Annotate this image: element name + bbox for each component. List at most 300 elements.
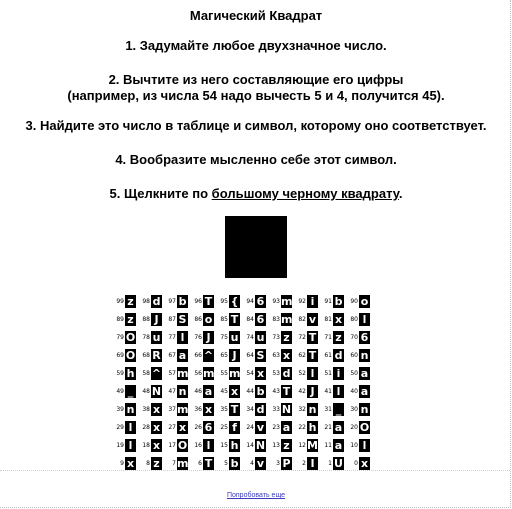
grid-symbol: O	[177, 439, 188, 452]
grid-symbol: z	[281, 439, 292, 452]
grid-symbol: z	[151, 457, 162, 470]
table-row	[111, 400, 371, 418]
grid-number: 75	[220, 333, 228, 341]
divider	[0, 470, 510, 471]
grid-number: 27	[168, 423, 176, 431]
grid-symbol: l	[359, 439, 370, 452]
table-row	[111, 364, 371, 382]
grid-symbol-cell	[176, 364, 189, 382]
grid-symbol: b	[256, 385, 265, 398]
grid-number: 59	[116, 369, 124, 377]
grid-symbol: x	[204, 403, 213, 416]
grid-symbol-cell	[332, 364, 345, 382]
grid-symbol-cell	[150, 346, 163, 364]
grid-symbol: x	[178, 421, 187, 434]
grid-symbol: J	[203, 331, 214, 344]
grid-number: 65	[220, 351, 228, 359]
grid-symbol-cell	[332, 346, 345, 364]
grid-number: 97	[168, 297, 176, 305]
grid-symbol: z	[125, 295, 136, 308]
grid-number: 63	[272, 351, 280, 359]
grid-symbol-cell	[124, 328, 137, 346]
grid-symbol: x	[360, 457, 369, 470]
grid-symbol-cell	[124, 310, 137, 328]
grid-number: 33	[272, 405, 280, 413]
grid-symbol-cell	[228, 418, 241, 436]
grid-symbol-cell	[150, 364, 163, 382]
grid-number: 55	[220, 369, 228, 377]
step-2-line-2: (например, из числа 54 надо вычесть 5 и 4, получится 45).	[67, 88, 445, 103]
grid-symbol-cell	[176, 292, 189, 310]
grid-symbol: I	[307, 457, 318, 470]
grid-symbol-cell	[332, 292, 345, 310]
grid-symbol-cell	[202, 436, 215, 454]
grid-number: 78	[142, 333, 150, 341]
table-row	[111, 310, 371, 328]
grid-number: 9	[120, 459, 124, 467]
grid-number: 41	[324, 387, 332, 395]
grid-number: 67	[168, 351, 176, 359]
grid-number: 80	[350, 315, 358, 323]
page-title: Магический Квадрат	[189, 8, 323, 23]
grid-number: 61	[324, 351, 332, 359]
grid-symbol: 6	[204, 421, 213, 434]
grid-number: 29	[116, 423, 124, 431]
grid-symbol: 6	[256, 313, 265, 326]
grid-symbol: m	[177, 457, 189, 470]
grid-number: 4	[250, 459, 254, 467]
grid-symbol-cell	[176, 346, 189, 364]
grid-symbol-cell	[124, 346, 137, 364]
grid-symbol: l	[333, 385, 344, 398]
grid-symbol: a	[360, 367, 369, 380]
step-5-prefix: 5. Щелкните по	[109, 186, 212, 201]
grid-symbol-cell	[150, 400, 163, 418]
grid-symbol: l	[307, 367, 318, 380]
grid-symbol: M	[307, 439, 318, 452]
grid-symbol-cell	[306, 346, 319, 364]
grid-number: 30	[350, 405, 358, 413]
grid-symbol: a	[334, 421, 343, 434]
grid-number: 42	[298, 387, 306, 395]
grid-symbol: x	[152, 403, 161, 416]
grid-number: 39	[116, 405, 124, 413]
grid-symbol: u	[230, 331, 239, 344]
grid-symbol-cell	[124, 292, 137, 310]
grid-symbol: T	[308, 331, 317, 344]
grid-symbol: ^	[151, 367, 162, 380]
grid-symbol: h	[126, 367, 135, 380]
grid-number: 45	[220, 387, 228, 395]
grid-number: 53	[272, 369, 280, 377]
grid-number: 50	[350, 369, 358, 377]
grid-symbol: l	[177, 331, 188, 344]
grid-symbol: d	[152, 295, 161, 308]
grid-symbol-cell	[280, 400, 293, 418]
grid-number: 24	[246, 423, 254, 431]
step-4: 4. Вообразите мысленно себе этот символ.	[115, 152, 397, 167]
grid-symbol: T	[230, 403, 239, 416]
grid-symbol: T	[308, 349, 317, 362]
grid-number: 32	[298, 405, 306, 413]
grid-number: 92	[298, 297, 306, 305]
grid-number: 94	[246, 297, 254, 305]
grid-symbol-cell	[228, 310, 241, 328]
grid-symbol: _	[125, 385, 136, 398]
try-again-link[interactable]: Попробовать еще	[226, 492, 286, 499]
grid-symbol: u	[256, 331, 265, 344]
grid-number: 17	[168, 441, 176, 449]
grid-symbol-cell	[358, 400, 371, 418]
grid-symbol: O	[125, 331, 136, 344]
grid-number: 28	[142, 423, 150, 431]
grid-symbol: i	[333, 367, 344, 380]
grid-number: 74	[246, 333, 254, 341]
grid-symbol: m	[281, 295, 293, 308]
grid-symbol: {	[230, 295, 239, 308]
main-content	[0, 8, 512, 472]
grid-number: 71	[324, 333, 332, 341]
grid-number: 25	[220, 423, 228, 431]
grid-symbol-cell	[176, 418, 189, 436]
grid-symbol: l	[203, 439, 214, 452]
grid-number: 46	[194, 387, 202, 395]
table-row	[111, 436, 371, 454]
grid-symbol: O	[359, 421, 370, 434]
grid-symbol-cell	[280, 292, 293, 310]
grid-symbol-cell	[332, 436, 345, 454]
grid-number: 76	[194, 333, 202, 341]
grid-number: 93	[272, 297, 280, 305]
footer	[0, 484, 512, 502]
grid-symbol-cell	[176, 328, 189, 346]
grid-symbol: x	[152, 439, 161, 452]
grid-symbol: n	[178, 385, 187, 398]
grid-symbol-cell	[358, 346, 371, 364]
symbol-table-wrap	[111, 292, 401, 472]
grid-symbol: h	[308, 421, 317, 434]
table-row	[111, 418, 371, 436]
grid-symbol: a	[360, 385, 369, 398]
grid-symbol-cell	[228, 382, 241, 400]
grid-symbol: o	[360, 295, 369, 308]
grid-symbol-cell	[254, 382, 267, 400]
grid-number: 91	[324, 297, 332, 305]
grid-symbol: J	[307, 385, 318, 398]
grid-number: 13	[272, 441, 280, 449]
grid-number: 37	[168, 405, 176, 413]
grid-symbol: d	[256, 403, 265, 416]
grid-number: 1	[328, 459, 332, 467]
grid-symbol-cell	[358, 292, 371, 310]
grid-symbol: v	[256, 421, 265, 434]
grid-symbol-cell	[176, 382, 189, 400]
grid-number: 15	[220, 441, 228, 449]
grid-symbol-cell	[124, 364, 137, 382]
grid-number: 73	[272, 333, 280, 341]
grid-number: 19	[116, 441, 124, 449]
grid-symbol-cell	[306, 418, 319, 436]
grid-number: 62	[298, 351, 306, 359]
grid-symbol: n	[360, 349, 369, 362]
grid-symbol-cell	[254, 400, 267, 418]
grid-symbol-cell	[254, 310, 267, 328]
grid-symbol-cell	[150, 310, 163, 328]
grid-number: 68	[142, 351, 150, 359]
grid-symbol: m	[177, 367, 189, 380]
grid-symbol: x	[256, 367, 265, 380]
grid-symbol-cell	[150, 328, 163, 346]
grid-symbol: a	[178, 349, 187, 362]
grid-number: 69	[116, 351, 124, 359]
grid-number: 83	[272, 315, 280, 323]
grid-symbol-cell	[358, 328, 371, 346]
grid-symbol: x	[282, 349, 291, 362]
grid-number: 64	[246, 351, 254, 359]
grid-symbol-cell	[332, 310, 345, 328]
grid-symbol: u	[152, 331, 161, 344]
grid-symbol-cell	[228, 292, 241, 310]
grid-number: 47	[168, 387, 176, 395]
grid-number: 10	[350, 441, 358, 449]
grid-symbol-cell	[124, 418, 137, 436]
grid-symbol: f	[229, 421, 240, 434]
grid-number: 96	[194, 297, 202, 305]
grid-number: 99	[116, 297, 124, 305]
grid-symbol: S	[178, 313, 187, 326]
grid-number: 85	[220, 315, 228, 323]
grid-number: 5	[224, 459, 228, 467]
grid-symbol-cell	[358, 382, 371, 400]
grid-number: 60	[350, 351, 358, 359]
grid-symbol: x	[230, 385, 239, 398]
grid-symbol-cell	[254, 346, 267, 364]
grid-symbol: n	[126, 403, 135, 416]
grid-symbol: d	[282, 367, 291, 380]
grid-number: 90	[350, 297, 358, 305]
grid-symbol: m	[203, 367, 215, 380]
grid-symbol-cell	[124, 436, 137, 454]
grid-symbol-cell	[332, 418, 345, 436]
grid-number: 36	[194, 405, 202, 413]
grid-number: 12	[298, 441, 306, 449]
grid-number: 21	[324, 423, 332, 431]
grid-number: 20	[350, 423, 358, 431]
grid-symbol-cell	[358, 364, 371, 382]
step-5	[0, 186, 512, 202]
grid-number: 54	[246, 369, 254, 377]
grid-symbol: h	[230, 439, 239, 452]
grid-number: 77	[168, 333, 176, 341]
symbol-table-body	[111, 292, 371, 472]
step-3: 3. Найдите это число в таблице и символ, которому оно соответствует.	[25, 118, 487, 133]
grid-number: 11	[324, 441, 332, 449]
grid-symbol-cell	[280, 382, 293, 400]
grid-symbol-cell	[280, 418, 293, 436]
grid-number: 26	[194, 423, 202, 431]
grid-number: 79	[116, 333, 124, 341]
grid-number: 70	[350, 333, 358, 341]
grid-number: 95	[220, 297, 228, 305]
grid-symbol-cell	[176, 310, 189, 328]
grid-symbol-cell	[202, 382, 215, 400]
grid-number: 72	[298, 333, 306, 341]
grid-number: 89	[116, 315, 124, 323]
grid-symbol: T	[282, 385, 291, 398]
grid-symbol: T	[230, 313, 239, 326]
grid-symbol-cell	[280, 310, 293, 328]
grid-symbol-cell	[228, 346, 241, 364]
grid-number: 44	[246, 387, 254, 395]
grid-number: 81	[324, 315, 332, 323]
grid-symbol-cell	[150, 292, 163, 310]
grid-number: 88	[142, 315, 150, 323]
grid-symbol-cell	[254, 436, 267, 454]
grid-symbol: n	[308, 403, 317, 416]
grid-number: 66	[194, 351, 202, 359]
grid-symbol: m	[229, 367, 241, 380]
grid-number: 48	[142, 387, 150, 395]
grid-symbol: m	[281, 313, 293, 326]
grid-number: 49	[116, 387, 124, 395]
grid-number: 14	[246, 441, 254, 449]
grid-symbol-cell	[228, 400, 241, 418]
grid-symbol-cell	[254, 328, 267, 346]
grid-number: 0	[354, 459, 358, 467]
grid-symbol: d	[334, 349, 343, 362]
grid-number: 6	[198, 459, 202, 467]
grid-symbol-cell	[228, 328, 241, 346]
grid-symbol: l	[125, 439, 136, 452]
grid-symbol: N	[281, 403, 292, 416]
table-row	[111, 346, 371, 364]
grid-number: 84	[246, 315, 254, 323]
grid-symbol-cell	[150, 418, 163, 436]
grid-symbol-cell	[202, 364, 215, 382]
grid-symbol: i	[307, 295, 318, 308]
grid-symbol-cell	[306, 382, 319, 400]
grid-number: 86	[194, 315, 202, 323]
grid-symbol: S	[256, 349, 265, 362]
grid-symbol: o	[204, 313, 213, 326]
step-1: 1. Задумайте любое двухзначное число.	[125, 38, 387, 53]
grid-symbol-cell	[306, 364, 319, 382]
grid-symbol: x	[152, 421, 161, 434]
grid-symbol: a	[204, 385, 213, 398]
grid-symbol-cell	[306, 436, 319, 454]
grid-symbol: z	[281, 331, 292, 344]
grid-symbol: v	[256, 457, 265, 470]
grid-number: 18	[142, 441, 150, 449]
grid-symbol-cell	[202, 292, 215, 310]
grid-number: 58	[142, 369, 150, 377]
grid-symbol-cell	[306, 328, 319, 346]
grid-number: 23	[272, 423, 280, 431]
grid-number: 7	[172, 459, 176, 467]
grid-symbol-cell	[306, 400, 319, 418]
grid-symbol: m	[177, 403, 189, 416]
big-black-square-link[interactable]: большому черному квадрату	[211, 186, 399, 201]
grid-number: 87	[168, 315, 176, 323]
grid-number: 51	[324, 369, 332, 377]
grid-symbol: 6	[256, 295, 265, 308]
grid-symbol-cell	[254, 292, 267, 310]
grid-symbol: J	[151, 313, 162, 326]
grid-number: 57	[168, 369, 176, 377]
grid-symbol-cell	[176, 400, 189, 418]
grid-symbol-cell	[280, 346, 293, 364]
grid-symbol-cell	[358, 310, 371, 328]
grid-symbol-cell	[124, 400, 137, 418]
grid-symbol-cell	[306, 292, 319, 310]
grid-number: 56	[194, 369, 202, 377]
grid-symbol: n	[360, 403, 369, 416]
grid-symbol: N	[151, 385, 162, 398]
grid-symbol-cell	[202, 328, 215, 346]
grid-symbol-cell	[228, 436, 241, 454]
grid-symbol-cell	[306, 310, 319, 328]
big-black-square[interactable]	[225, 216, 287, 278]
grid-symbol: x	[126, 457, 135, 470]
grid-symbol: T	[204, 295, 213, 308]
grid-symbol: z	[333, 331, 344, 344]
table-row	[111, 292, 371, 310]
grid-symbol: P	[282, 457, 291, 470]
grid-symbol: U	[334, 457, 343, 470]
grid-symbol-cell	[358, 436, 371, 454]
grid-symbol-cell	[332, 400, 345, 418]
grid-symbol: a	[334, 439, 343, 452]
grid-number: 2	[302, 459, 306, 467]
grid-symbol: l	[125, 421, 136, 434]
grid-number: 8	[146, 459, 150, 467]
grid-symbol-cell	[280, 436, 293, 454]
grid-symbol: b	[334, 295, 343, 308]
grid-symbol-cell	[202, 346, 215, 364]
symbol-table	[111, 292, 371, 472]
grid-symbol-cell	[254, 364, 267, 382]
grid-symbol: x	[334, 313, 343, 326]
grid-number: 38	[142, 405, 150, 413]
grid-symbol-cell	[202, 400, 215, 418]
grid-symbol: b	[178, 295, 187, 308]
grid-symbol-cell	[150, 436, 163, 454]
grid-symbol: a	[282, 421, 291, 434]
grid-symbol: v	[308, 313, 317, 326]
grid-symbol-cell	[332, 328, 345, 346]
grid-symbol-cell	[124, 382, 137, 400]
table-row	[111, 328, 371, 346]
grid-symbol-cell	[280, 364, 293, 382]
grid-symbol-cell	[202, 418, 215, 436]
grid-number: 43	[272, 387, 280, 395]
grid-symbol-cell	[176, 436, 189, 454]
grid-symbol: b	[230, 457, 239, 470]
grid-number: 98	[142, 297, 150, 305]
grid-symbol: z	[125, 313, 136, 326]
step-5-suffix: .	[398, 186, 403, 201]
grid-number: 3	[276, 459, 280, 467]
grid-symbol-cell	[202, 310, 215, 328]
grid-number: 16	[194, 441, 202, 449]
grid-symbol-cell	[228, 364, 241, 382]
grid-symbol: O	[125, 349, 136, 362]
grid-number: 35	[220, 405, 228, 413]
grid-number: 34	[246, 405, 254, 413]
table-row	[111, 382, 371, 400]
step-2-line-1: 2. Вычтите из него составляющие его цифры	[108, 72, 404, 87]
grid-symbol: ^	[203, 349, 214, 362]
